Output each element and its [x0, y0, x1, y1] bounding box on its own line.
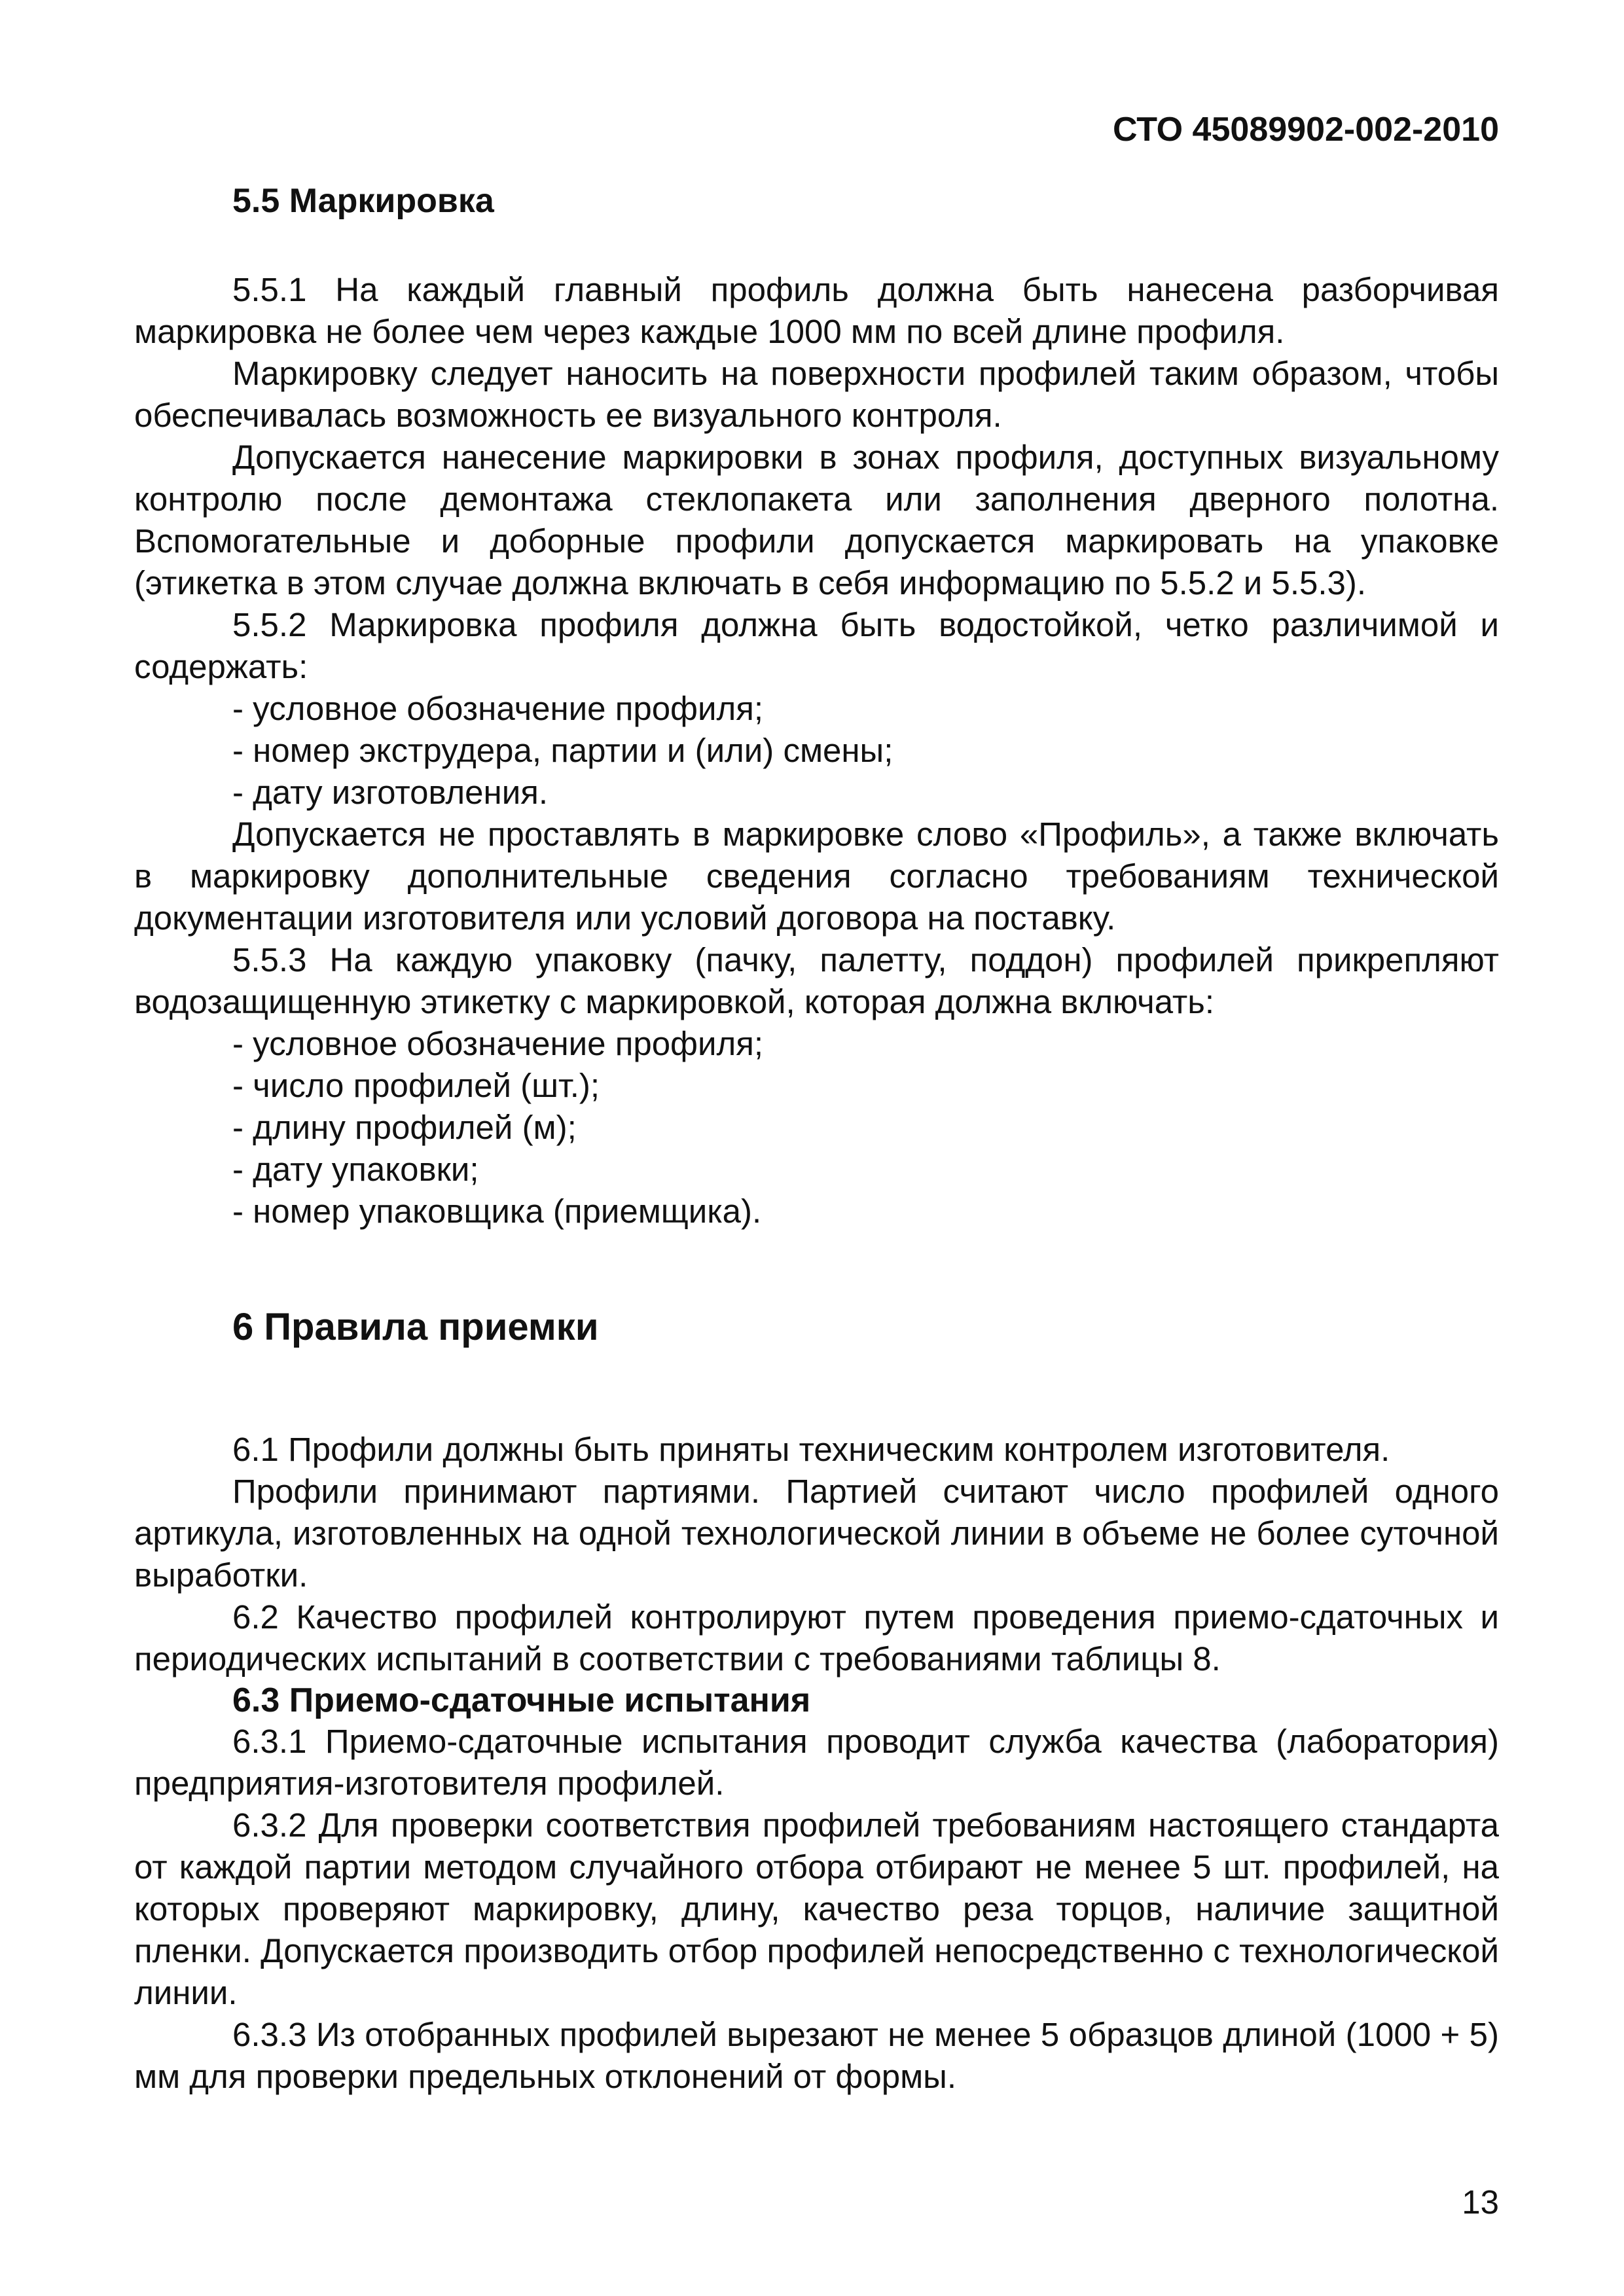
list-item: - условное обозначение профиля; — [232, 690, 764, 727]
list-item: - дату изготовления. — [232, 774, 548, 811]
section-6-title: 6 Правила приемки — [232, 1306, 599, 1348]
paragraph-5-5-3: 5.5.3 На каждую упаковку (пачку, палетту, поддон) профилей прикрепляют водозащищенную этикетку с маркировкой, которая должна включать: — [134, 941, 1499, 1020]
list-item: - число профилей (шт.); — [232, 1067, 600, 1104]
paragraph-6-3-1: 6.3.1 Приемо-сдаточные испытания проводит служба качества (лаборатория) предприятия-изготовителя профилей. — [134, 1723, 1499, 1802]
marking-content-list — [134, 688, 1499, 814]
list-item: - длину профилей (м); — [232, 1109, 577, 1146]
section-6-3-title: 6.3 Приемо-сдаточные испытания — [232, 1681, 811, 1719]
list-item: - номер экструдера, партии и (или) смены; — [232, 732, 893, 769]
paragraph-6-1: 6.1 Профили должны быть приняты техническим контролем изготовителя. — [232, 1431, 1390, 1468]
paragraph-5-5-2: 5.5.2 Маркировка профиля должна быть водостойкой, четко различимой и содержать: — [134, 606, 1499, 685]
paragraph-batches: Профили принимают партиями. Партией считают число профилей одного артикула, изготовленных на одной технологической линии в объеме не более суточной выработки. — [134, 1473, 1499, 1594]
paragraph-marking-surface: Маркировку следует наносить на поверхности профилей таким образом, чтобы обеспечивалась возможность ее визуального контроля. — [134, 355, 1499, 434]
section-5-5-title: 5.5 Маркировка — [232, 182, 494, 220]
paragraph-6-3-2: 6.3.2 Для проверки соответствия профилей требованиям настоящего стандарта от каждой партии методом случайного отбора отбирают не менее 5 шт. профилей, на которых проверяют маркировку, длину, качество реза торцов, наличие защитной пленки. Допускается производить отбор профилей непосредственно с технологической линии. — [134, 1806, 1499, 2011]
page-content — [134, 180, 1499, 2098]
paragraph-6-2: 6.2 Качество профилей контролируют путем проведения приемо-сдаточных и периодических испытаний в соответствии с требованиями таблицы 8. — [134, 1598, 1499, 1677]
paragraph-marking-zones: Допускается нанесение маркировки в зонах профиля, доступных визуальному контролю после демонтажа стеклопакета или заполнения дверного полотна. Вспомогательные и доборные профили допускается маркировать на упаковке (этикетка в этом случае должна включать в себя информацию по 5.5.2 и 5.5.3). — [134, 439, 1499, 601]
document-code: СТО 45089902-002-2010 — [1112, 111, 1499, 149]
paragraph-5-5-1: 5.5.1 На каждый главный профиль должна быть нанесена разборчивая маркировка не более чем через каждые 1000 мм по всей длине профиля. — [134, 271, 1499, 350]
label-content-list — [134, 1023, 1499, 1232]
paragraph-6-3-3: 6.3.3 Из отобранных профилей вырезают не менее 5 образцов длиной (1000 + 5) мм для проверки предельных отклонений от формы. — [134, 2016, 1499, 2095]
paragraph-marking-allowance: Допускается не проставлять в маркировке слово «Профиль», а также включать в маркировку дополнительные сведения согласно требованиям технической документации изготовителя или условий договора на поставку. — [134, 816, 1499, 937]
list-item: - условное обозначение профиля; — [232, 1025, 764, 1062]
list-item: - дату упаковки; — [232, 1151, 479, 1188]
list-item: - номер упаковщика (приемщика). — [232, 1193, 762, 1230]
page-number: 13 — [1462, 2183, 1499, 2221]
